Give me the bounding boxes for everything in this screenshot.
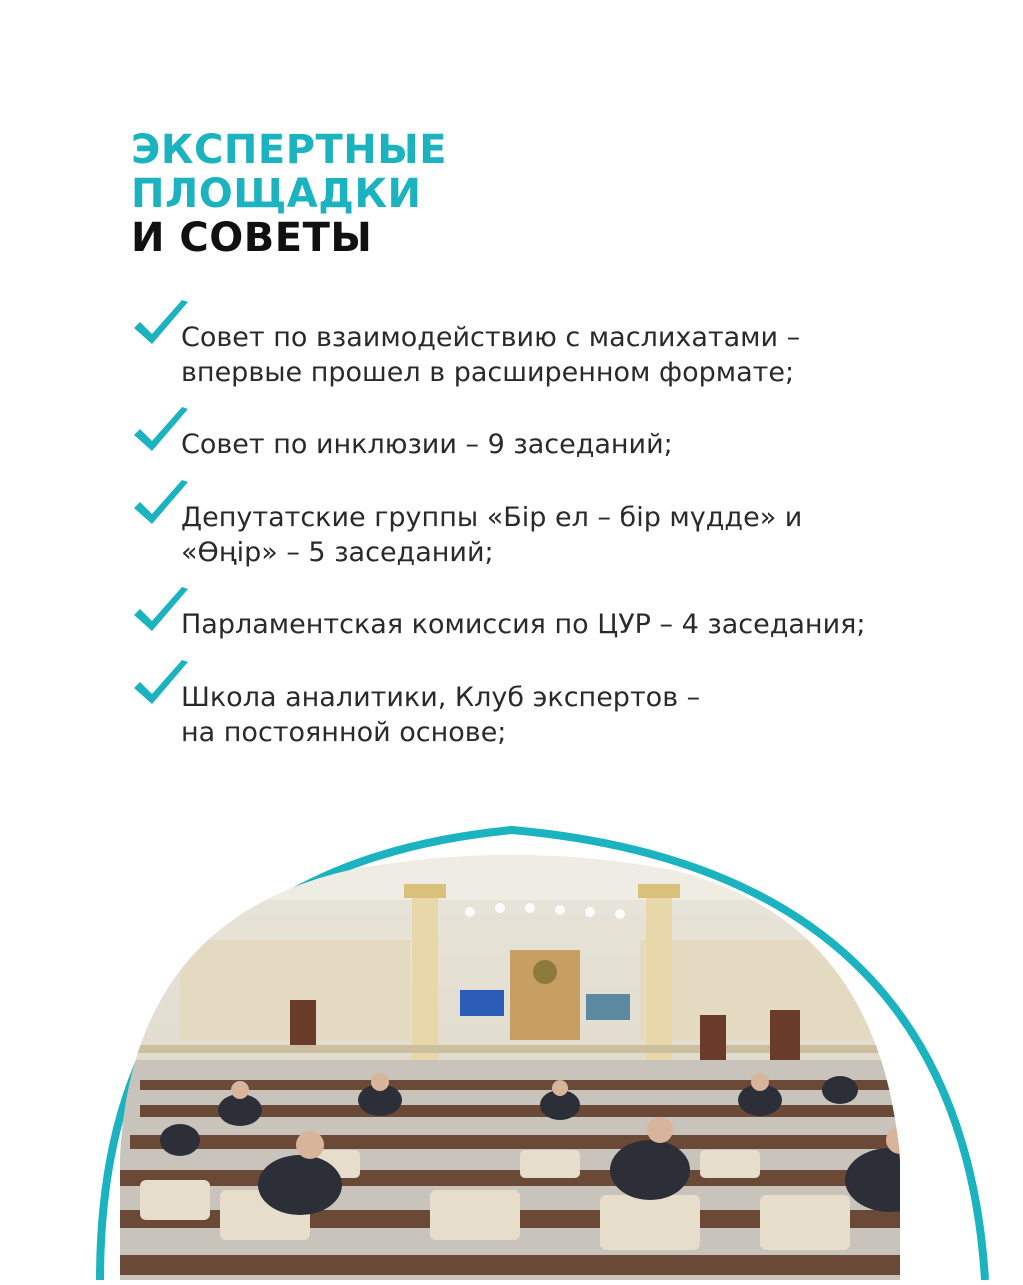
list-item-text (181, 607, 865, 642)
list-item-line: Совет по инклюзии – 9 заседаний; (181, 429, 673, 460)
list-item-line: впервые прошел в расширенном формате; (181, 357, 795, 388)
list-item-text (181, 500, 802, 570)
photo-illustration (0, 800, 1023, 1280)
list-item-line: «Өңір» – 5 заседаний; (181, 537, 494, 568)
title-line-1: ЭКСПЕРТНЫЕ (131, 127, 448, 173)
title-line-2: ПЛОЩАДКИ (131, 171, 422, 217)
parliament-chamber-photo (0, 800, 1023, 1280)
title-line-3: И СОВЕТЫ (131, 215, 373, 261)
list-item-line: Школа аналитики, Клуб экспертов – (181, 682, 701, 713)
list-item-line: Совет по взаимодействию с маслихатами – (181, 322, 801, 353)
list-item-line: на постоянной основе; (181, 717, 507, 748)
list-item-text (181, 427, 673, 462)
page-title (131, 128, 447, 260)
list-item-text (181, 320, 800, 390)
list-item-line: Парламентская комиссия по ЦУР – 4 заседания; (181, 609, 866, 640)
list-item-text (181, 680, 700, 750)
list-item-line: Депутатские группы «Бір ел – бір мүдде» и (181, 502, 803, 533)
